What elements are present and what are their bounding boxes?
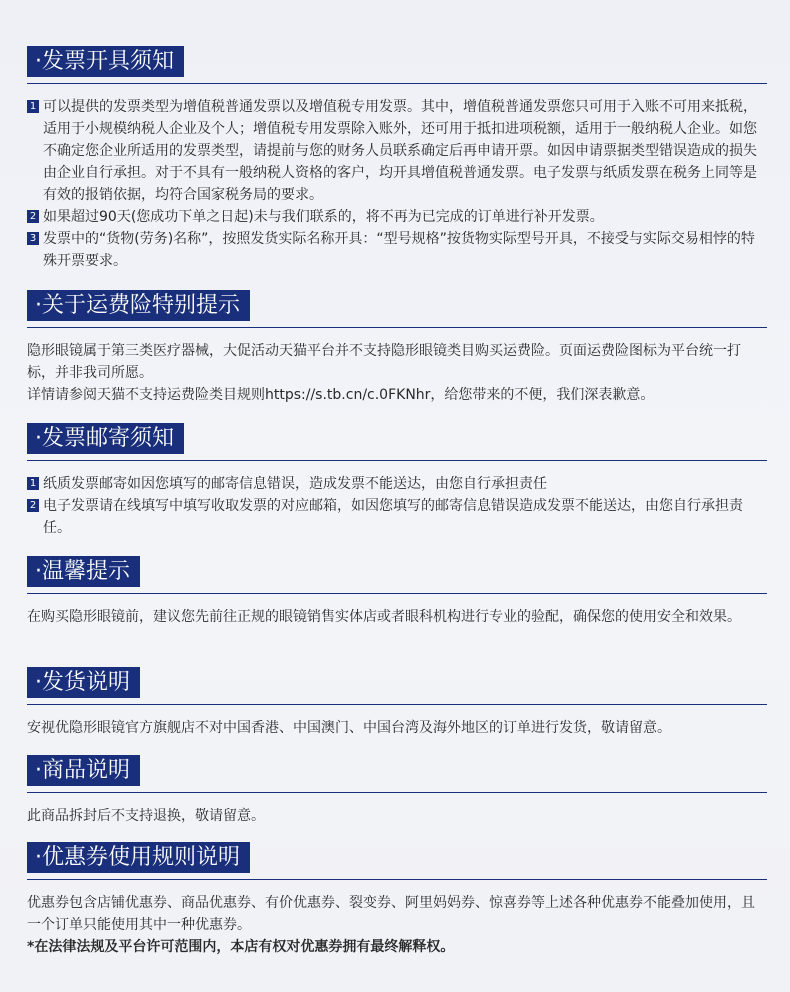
item-text: 可以提供的发票类型为增值税普通发票以及增值税专用发票。其中，增值税普通发票您只可用于入账不可用来抵税，适用于小规模纳税人企业及个人；增值税专用发票除入账外，还可用于抵扣进项税额，适用于一般纳税人企业。如您不确定您企业所适用的发票类型，请提前与您的财务人员联系确定后再申请开票。如因申请票据类型错误造成的损失由企业自行承担。对于不具有一般纳税人资格的客户，均开具增值税普通发票。电子发票与纸质发票在税务上同等是有效的报销依据，均符合国家税务局的要求。 — [43, 99, 757, 203]
section-divider — [27, 593, 767, 594]
item-number-badge: 2 — [27, 210, 39, 223]
paragraph: 详情请参阅天猫不支持运费险类目规则https://s.tb.cn/c.0FKNhr，给您带来的不便，我们深表歉意。 — [27, 387, 655, 403]
item-text: 如果超过90天(您成功下单之日起)未与我们联系的，将不再为已完成的订单进行补开发票。 — [43, 209, 604, 225]
section-header — [27, 755, 767, 789]
item-text: 纸质发票邮寄如因您填写的邮寄信息错误，造成发票不能送达，由您自行承担责任 — [43, 476, 547, 492]
paragraph: 优惠券包含店铺优惠券、商品优惠券、有价优惠券、裂变券、阿里妈妈券、惊喜券等上述各种优惠券不能叠加使用，且一个订单只能使用其中一种优惠券。 — [27, 895, 755, 933]
paragraph: 隐形眼镜属于第三类医疗器械，大促活动天猫平台并不支持隐形眼镜类目购买运费险。页面运费险图标为平台统一打标，并非我司所愿。 — [27, 343, 741, 381]
section-title: ·发票开具须知 — [27, 46, 184, 77]
section-header — [27, 556, 767, 590]
section-title: ·优惠券使用规则说明 — [27, 842, 250, 873]
paragraph: 安视优隐形眼镜官方旗舰店不对中国香港、中国澳门、中国台湾及海外地区的订单进行发货，敬请留意。 — [27, 720, 671, 736]
section-invoice-issuing — [27, 46, 767, 269]
section-body — [27, 340, 767, 406]
section-title: ·商品说明 — [27, 755, 140, 786]
section-product-notes — [27, 755, 767, 824]
paragraph: 此商品拆封后不支持退换，敬请留意。 — [27, 808, 265, 824]
section-divider — [27, 879, 767, 880]
list-item — [27, 228, 767, 272]
section-invoice-mailing — [27, 423, 767, 536]
item-number-badge: 1 — [27, 100, 39, 113]
section-divider — [27, 792, 767, 793]
section-divider — [27, 704, 767, 705]
item-number-badge: 2 — [27, 499, 39, 512]
section-header — [27, 667, 767, 701]
section-header — [27, 46, 767, 80]
section-friendly-reminder — [27, 556, 767, 625]
item-text: 电子发票请在线填写中填写收取发票的对应邮箱，如因您填写的邮寄信息错误造成发票不能送达，由您自行承担责任。 — [43, 498, 743, 536]
section-title: ·关于运费险特别提示 — [27, 290, 250, 321]
section-shipping-insurance — [27, 290, 767, 403]
section-header — [27, 290, 767, 324]
section-coupon-rules — [27, 842, 767, 955]
section-divider — [27, 83, 767, 84]
section-body — [27, 717, 767, 739]
item-text: 发票中的“货物(劳务)名称”，按照发货实际名称开具：“型号规格”按货物实际型号开具，不接受与实际交易相悖的特殊开票要求。 — [43, 231, 755, 269]
disclaimer-note: *在法律法规及平台许可范围内，本店有权对优惠券拥有最终解释权。 — [27, 939, 455, 955]
list-item — [27, 96, 767, 206]
paragraph: 在购买隐形眼镜前，建议您先前往正规的眼镜销售实体店或者眼科机构进行专业的验配，确保您的使用安全和效果。 — [27, 609, 741, 625]
item-number-badge: 1 — [27, 477, 39, 490]
section-title: ·发票邮寄须知 — [27, 423, 184, 454]
list-item — [27, 206, 767, 228]
list-item — [27, 495, 767, 539]
item-number-badge: 3 — [27, 232, 39, 245]
section-body — [27, 96, 767, 272]
section-divider — [27, 327, 767, 328]
section-body — [27, 805, 767, 827]
section-header — [27, 423, 767, 457]
section-divider — [27, 460, 767, 461]
section-header — [27, 842, 767, 876]
section-body — [27, 473, 767, 539]
section-body — [27, 892, 767, 958]
section-delivery-notes — [27, 667, 767, 736]
section-body — [27, 606, 767, 628]
section-title: ·发货说明 — [27, 667, 140, 698]
list-item — [27, 473, 767, 495]
section-title: ·温馨提示 — [27, 556, 140, 587]
